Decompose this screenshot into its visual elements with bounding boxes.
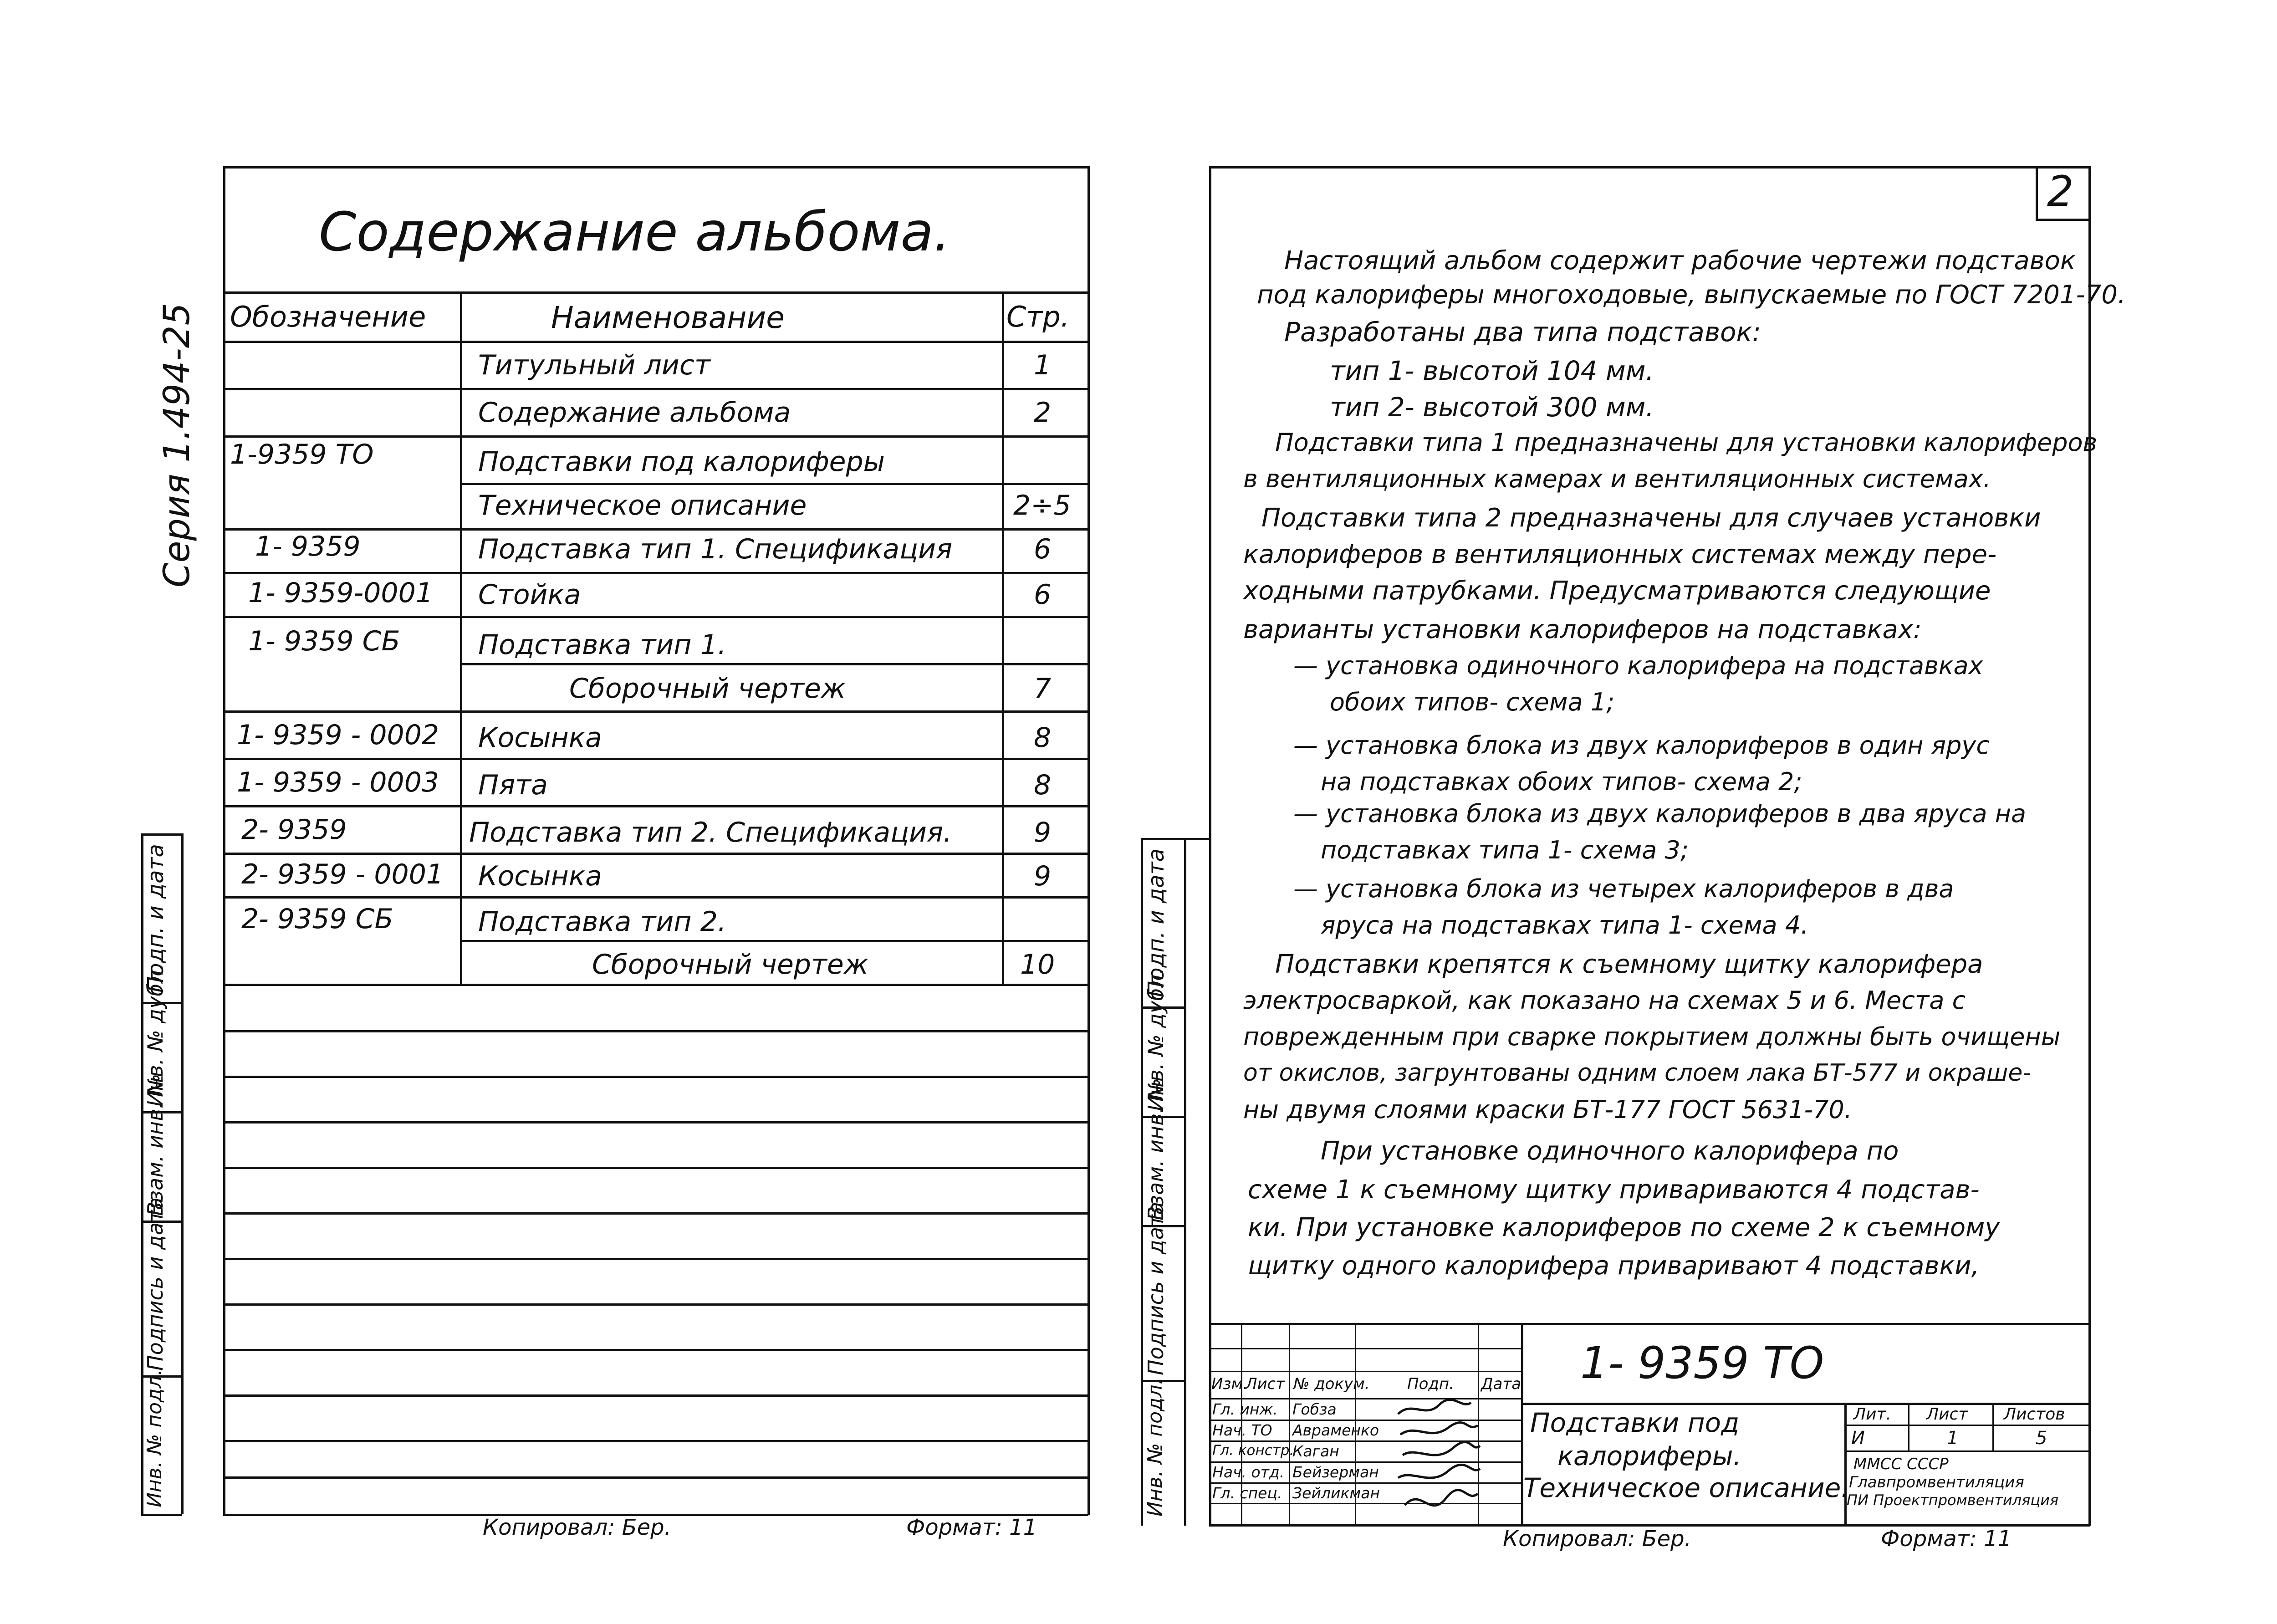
header-name: Наименование	[551, 300, 785, 335]
row-5-page: 6	[1034, 533, 1052, 565]
row-12-designation: 2- 9359 - 0001	[241, 858, 444, 890]
right-side-label-sign-date: Подп. и дата	[1144, 848, 1169, 997]
text-line-14: — установка блока из двух калориферов в один ярус	[1293, 731, 1990, 760]
text-line-11: варианты установки калориферов на подставках:	[1243, 615, 1922, 644]
text-line-12: — установка одиночного калорифера на подставках	[1293, 651, 1983, 680]
left-side-label-signature-date: Подпись и дата	[143, 1197, 168, 1371]
row-5-designation: 1- 9359	[255, 531, 361, 562]
text-line-28: щитку одного калорифера приваривают 4 подставки,	[1248, 1251, 1980, 1281]
stamp-sheets-label: Листов	[2004, 1405, 2065, 1424]
stamp-col-sign: Подп.	[1407, 1375, 1454, 1393]
row-12-page: 9	[1034, 860, 1052, 892]
text-line-22: поврежденным при сварке покрытием должны быть очищены	[1243, 1022, 2061, 1051]
row-1-page: 1	[1034, 349, 1052, 381]
text-line-4: тип 1- высотой 104 мм.	[1330, 355, 1654, 386]
header-designation: Обозначение	[230, 300, 426, 333]
stamp-title-line-3: Техническое описание.	[1523, 1472, 1849, 1503]
row-13-name: Подставка тип 2.	[478, 906, 726, 938]
row-6-page: 6	[1034, 579, 1052, 611]
text-line-9: калориферов в вентиляционных системах между пере-	[1243, 540, 1997, 569]
row-1-name: Титульный лист	[478, 349, 710, 381]
header-page: Стр.	[1006, 300, 1070, 333]
stamp-name-2: Авраменко	[1292, 1421, 1379, 1439]
stamp-role-2: Нач. ТО	[1212, 1421, 1272, 1439]
text-line-2: под калориферы многоходовые, выпускаемые по ГОСТ 7201-70.	[1257, 280, 2126, 310]
right-side-label-signature-date: Подпись и дата	[1144, 1201, 1168, 1375]
right-side-label-dup-inv: Инв. № дубл.	[1144, 968, 1168, 1111]
right-footer-format: Формат: 11	[1881, 1526, 2012, 1552]
stamp-role-4: Нач. отд.	[1212, 1463, 1285, 1481]
series-label: Серия 1.494-25	[157, 302, 198, 587]
text-line-5: тип 2- высотой 300 мм.	[1330, 392, 1654, 423]
text-line-18: — установка блока из четырех калориферов в два	[1293, 874, 1954, 903]
text-line-26: схеме 1 к съемному щитку привариваются 4 подстав-	[1248, 1175, 1980, 1205]
text-line-6: Подставки типа 1 предназначены для установки калориферов	[1275, 428, 2098, 457]
row-7-name: Подставка тип 1.	[478, 629, 726, 661]
stamp-stage: И	[1851, 1428, 1865, 1449]
row-13-designation: 2- 9359 СБ	[241, 903, 393, 935]
row-4-name: Техническое описание	[478, 490, 807, 521]
text-line-20: Подставки крепятся к съемному щитку калорифера	[1275, 950, 1983, 979]
left-footer-format: Формат: 11	[906, 1515, 1037, 1540]
row-3-name: Подставки под калориферы	[478, 446, 885, 478]
text-line-7: в вентиляционных камерах и вентиляционных системах.	[1243, 465, 1991, 493]
document-code: 1- 9359 ТО	[1580, 1338, 1824, 1389]
row-6-name: Стойка	[478, 579, 581, 611]
stamp-sheets: 5	[2036, 1428, 2047, 1449]
text-line-27: ки. При установке калориферов по схеме 2 к съемному	[1248, 1213, 2000, 1242]
stamp-stage-label: Лит.	[1853, 1405, 1891, 1424]
text-line-25: При установке одиночного калорифера по	[1321, 1136, 1899, 1166]
row-11-name: Подставка тип 2. Спецификация.	[469, 817, 952, 848]
row-10-designation: 1- 9359 - 0003	[237, 766, 439, 798]
stamp-sheet: 1	[1947, 1428, 1959, 1449]
row-3-designation: 1-9359 ТО	[230, 439, 374, 470]
row-14-page: 10	[1020, 949, 1055, 981]
text-line-23: от окислов, загрунтованы одним слоем лака БТ-577 и окраше-	[1243, 1059, 2032, 1087]
row-11-page: 9	[1034, 817, 1052, 848]
stamp-role-3: Гл. констр.	[1212, 1442, 1294, 1459]
row-8-name: Сборочный чертеж	[569, 673, 846, 705]
text-line-13: обоих типов- схема 1;	[1330, 688, 1615, 716]
row-4-page: 2÷5	[1013, 490, 1071, 521]
stamp-name-4: Бейзерман	[1292, 1463, 1379, 1481]
album-contents-title: Содержание альбома.	[319, 200, 951, 263]
row-9-name: Косынка	[478, 722, 602, 754]
row-2-page: 2	[1034, 397, 1052, 429]
left-side-label-sign-date: Подп. и дата	[143, 844, 168, 993]
row-9-page: 8	[1034, 722, 1052, 754]
sheet-number: 2	[2047, 167, 2074, 216]
stamp-col-date: Дата	[1481, 1375, 1521, 1393]
text-line-15: на подставках обоих типов- схема 2;	[1321, 767, 1802, 796]
row-6-designation: 1- 9359-0001	[248, 577, 433, 609]
row-5-name: Подставка тип 1. Спецификация	[478, 533, 953, 565]
text-line-24: ны двумя слоями краски БТ-177 ГОСТ 5631-70.	[1243, 1095, 1852, 1124]
row-12-name: Косынка	[478, 860, 602, 892]
text-line-19: яруса на подставках типа 1- схема 4.	[1321, 911, 1809, 940]
right-side-label-orig-inv: Инв. № подл.	[1144, 1378, 1167, 1517]
stamp-col-rev: Изм.	[1211, 1375, 1248, 1393]
stamp-title-line-1: Подставки под	[1530, 1407, 1740, 1438]
stamp-org-line-2: Главпромвентиляция	[1849, 1473, 2024, 1491]
stamp-name-5: Зейликман	[1292, 1484, 1380, 1502]
text-line-10: ходными патрубками. Предусматриваются следующие	[1243, 576, 1991, 606]
right-footer-copied: Копировал: Бер.	[1503, 1526, 1691, 1552]
row-2-name: Содержание альбома	[478, 397, 791, 429]
stamp-title-line-2: калориферы.	[1557, 1440, 1741, 1471]
text-line-3: Разработаны два типа подставок:	[1284, 317, 1761, 347]
row-11-designation: 2- 9359	[241, 814, 347, 846]
row-14-name: Сборочный чертеж	[592, 949, 868, 981]
stamp-org-line-1: ММСС СССР	[1853, 1455, 1949, 1473]
row-9-designation: 1- 9359 - 0002	[237, 719, 439, 751]
signatures-graphic	[1394, 1396, 1485, 1523]
stamp-col-sheet: Лист	[1246, 1375, 1285, 1393]
stamp-col-docnum: № докум.	[1293, 1375, 1370, 1393]
text-line-21: электросваркой, как показано на схемах 5 и 6. Места с	[1243, 986, 1966, 1015]
stamp-name-1: Гобза	[1292, 1400, 1337, 1418]
text-line-1: Настоящий альбом содержит рабочие чертежи подставок	[1284, 246, 2076, 276]
left-footer-copied: Копировал: Бер.	[483, 1515, 671, 1540]
text-line-17: подставках типа 1- схема 3;	[1321, 836, 1689, 864]
row-10-page: 8	[1034, 769, 1052, 801]
row-10-name: Пята	[478, 769, 548, 801]
stamp-name-3: Каган	[1292, 1442, 1339, 1460]
row-7-designation: 1- 9359 СБ	[248, 625, 400, 657]
stamp-role-5: Гл. спец.	[1212, 1484, 1282, 1502]
text-line-16: — установка блока из двух калориферов в два яруса на	[1293, 799, 2027, 828]
left-side-label-orig-inv: Инв. № подл.	[143, 1369, 166, 1507]
row-8-page: 7	[1034, 673, 1052, 705]
left-side-label-repl-inv: Взам. инв. №	[143, 1073, 168, 1216]
text-line-8: Подставки типа 2 предназначены для случаев установки	[1261, 503, 2041, 533]
stamp-sheet-label: Лист	[1926, 1405, 1968, 1424]
left-side-label-dup-inv: Инв. № дубл.	[143, 963, 168, 1107]
stamp-org-line-3: ПИ Проектпромвентиляция	[1847, 1491, 2059, 1509]
stamp-role-1: Гл. инж.	[1212, 1400, 1278, 1418]
right-side-label-repl-inv: Взам. инв. №	[1144, 1078, 1168, 1221]
